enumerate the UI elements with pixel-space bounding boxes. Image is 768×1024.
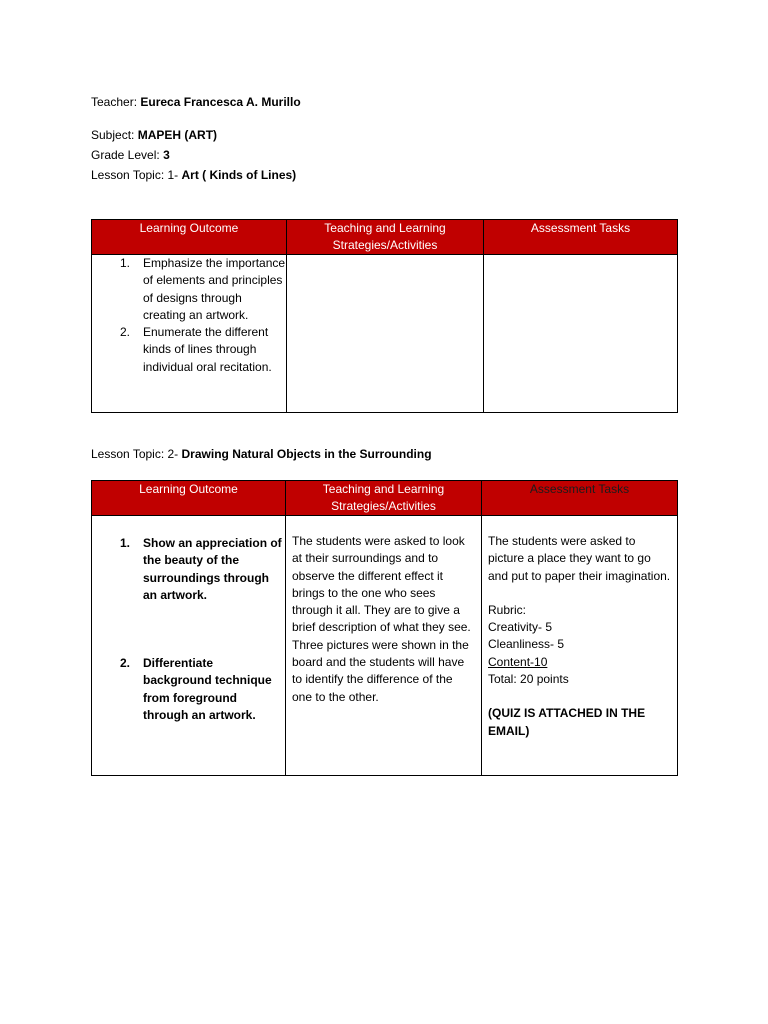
table-row <box>92 255 678 413</box>
item-number: 1. <box>120 536 131 550</box>
grade-line <box>91 147 170 163</box>
topic2-value: Drawing Natural Objects in the Surrounding <box>181 447 432 461</box>
header-assessment: Assessment Tasks <box>482 481 678 516</box>
topic1-value: Art ( Kinds of Lines) <box>181 168 297 182</box>
strategy-paragraph: The students were asked to look at their surroundings and to observe the different effect it brings to the one who sees through it all. They are to give a brief description of what they see. <box>292 534 471 635</box>
header-learning-outcome: Learning Outcome <box>92 481 286 516</box>
subject-label: Subject: <box>91 128 135 142</box>
list-item <box>92 324 286 376</box>
assessment-text <box>482 516 677 742</box>
strategies-text <box>286 516 481 708</box>
header-assessment: Assessment Tasks <box>484 220 678 255</box>
teacher-line <box>91 94 301 110</box>
list-item <box>92 655 285 724</box>
assessment-cell <box>482 516 678 776</box>
header-learning-outcome: Learning Outcome <box>92 220 287 255</box>
header-strategies: Teaching and Learning Strategies/Activities <box>287 220 484 255</box>
lesson-table-2 <box>91 480 678 776</box>
outcome-list <box>92 516 285 724</box>
rubric-item: Content-10 <box>488 654 548 669</box>
outcome-text: Show an appreciation of the beauty of the surroundings through an artwork. <box>143 536 282 602</box>
list-item <box>92 535 285 604</box>
table-header-row <box>92 481 678 516</box>
rubric-item: Cleanliness- 5 <box>488 637 565 652</box>
item-number: 2. <box>120 656 131 671</box>
strategies-cell <box>287 255 484 413</box>
strategy-paragraph: Three pictures were shown in the board and the students will have to identify the difference of the one to the other. <box>292 637 469 704</box>
outcome-text: Enumerate the different kinds of lines through individual oral recitation. <box>143 325 272 374</box>
rubric-item: Creativity- 5 <box>488 620 553 635</box>
outcome-list <box>92 255 286 376</box>
grade-value: 3 <box>163 148 170 162</box>
lesson-table-1 <box>91 219 678 413</box>
table-header-row <box>92 220 678 255</box>
strategies-cell <box>286 516 482 776</box>
assessment-intro: The students were asked to picture a place they want to go and put to paper their imagination. <box>488 534 671 583</box>
quiz-note: (QUIZ IS ATTACHED IN THE EMAIL) <box>488 706 646 738</box>
outcome-cell <box>92 255 287 413</box>
outcome-text: Emphasize the importance of elements and principles of designs through creating an artwork. <box>143 256 286 322</box>
subject-line <box>91 127 217 143</box>
teacher-name: Eureca Francesca A. Murillo <box>140 95 301 109</box>
rubric-label: Rubric: <box>488 602 527 617</box>
rubric-total: Total: 20 points <box>488 672 569 687</box>
topic1-label: Lesson Topic: 1- <box>91 168 179 182</box>
topic1-line <box>91 167 296 183</box>
topic2-label: Lesson Topic: 2- <box>91 447 179 461</box>
topic2-line <box>91 446 432 462</box>
outcome-text: Differentiate background technique from foreground through an artwork. <box>143 656 272 723</box>
item-number: 2. <box>120 325 131 340</box>
assessment-cell <box>484 255 678 413</box>
list-item <box>92 255 286 324</box>
table-row <box>92 516 678 776</box>
subject-value: MAPEH (ART) <box>137 128 218 142</box>
item-number: 1. <box>120 256 131 270</box>
outcome-cell <box>92 516 286 776</box>
grade-label: Grade Level: <box>91 148 160 162</box>
teacher-label: Teacher: <box>91 95 138 109</box>
header-strategies: Teaching and Learning Strategies/Activities <box>286 481 482 516</box>
